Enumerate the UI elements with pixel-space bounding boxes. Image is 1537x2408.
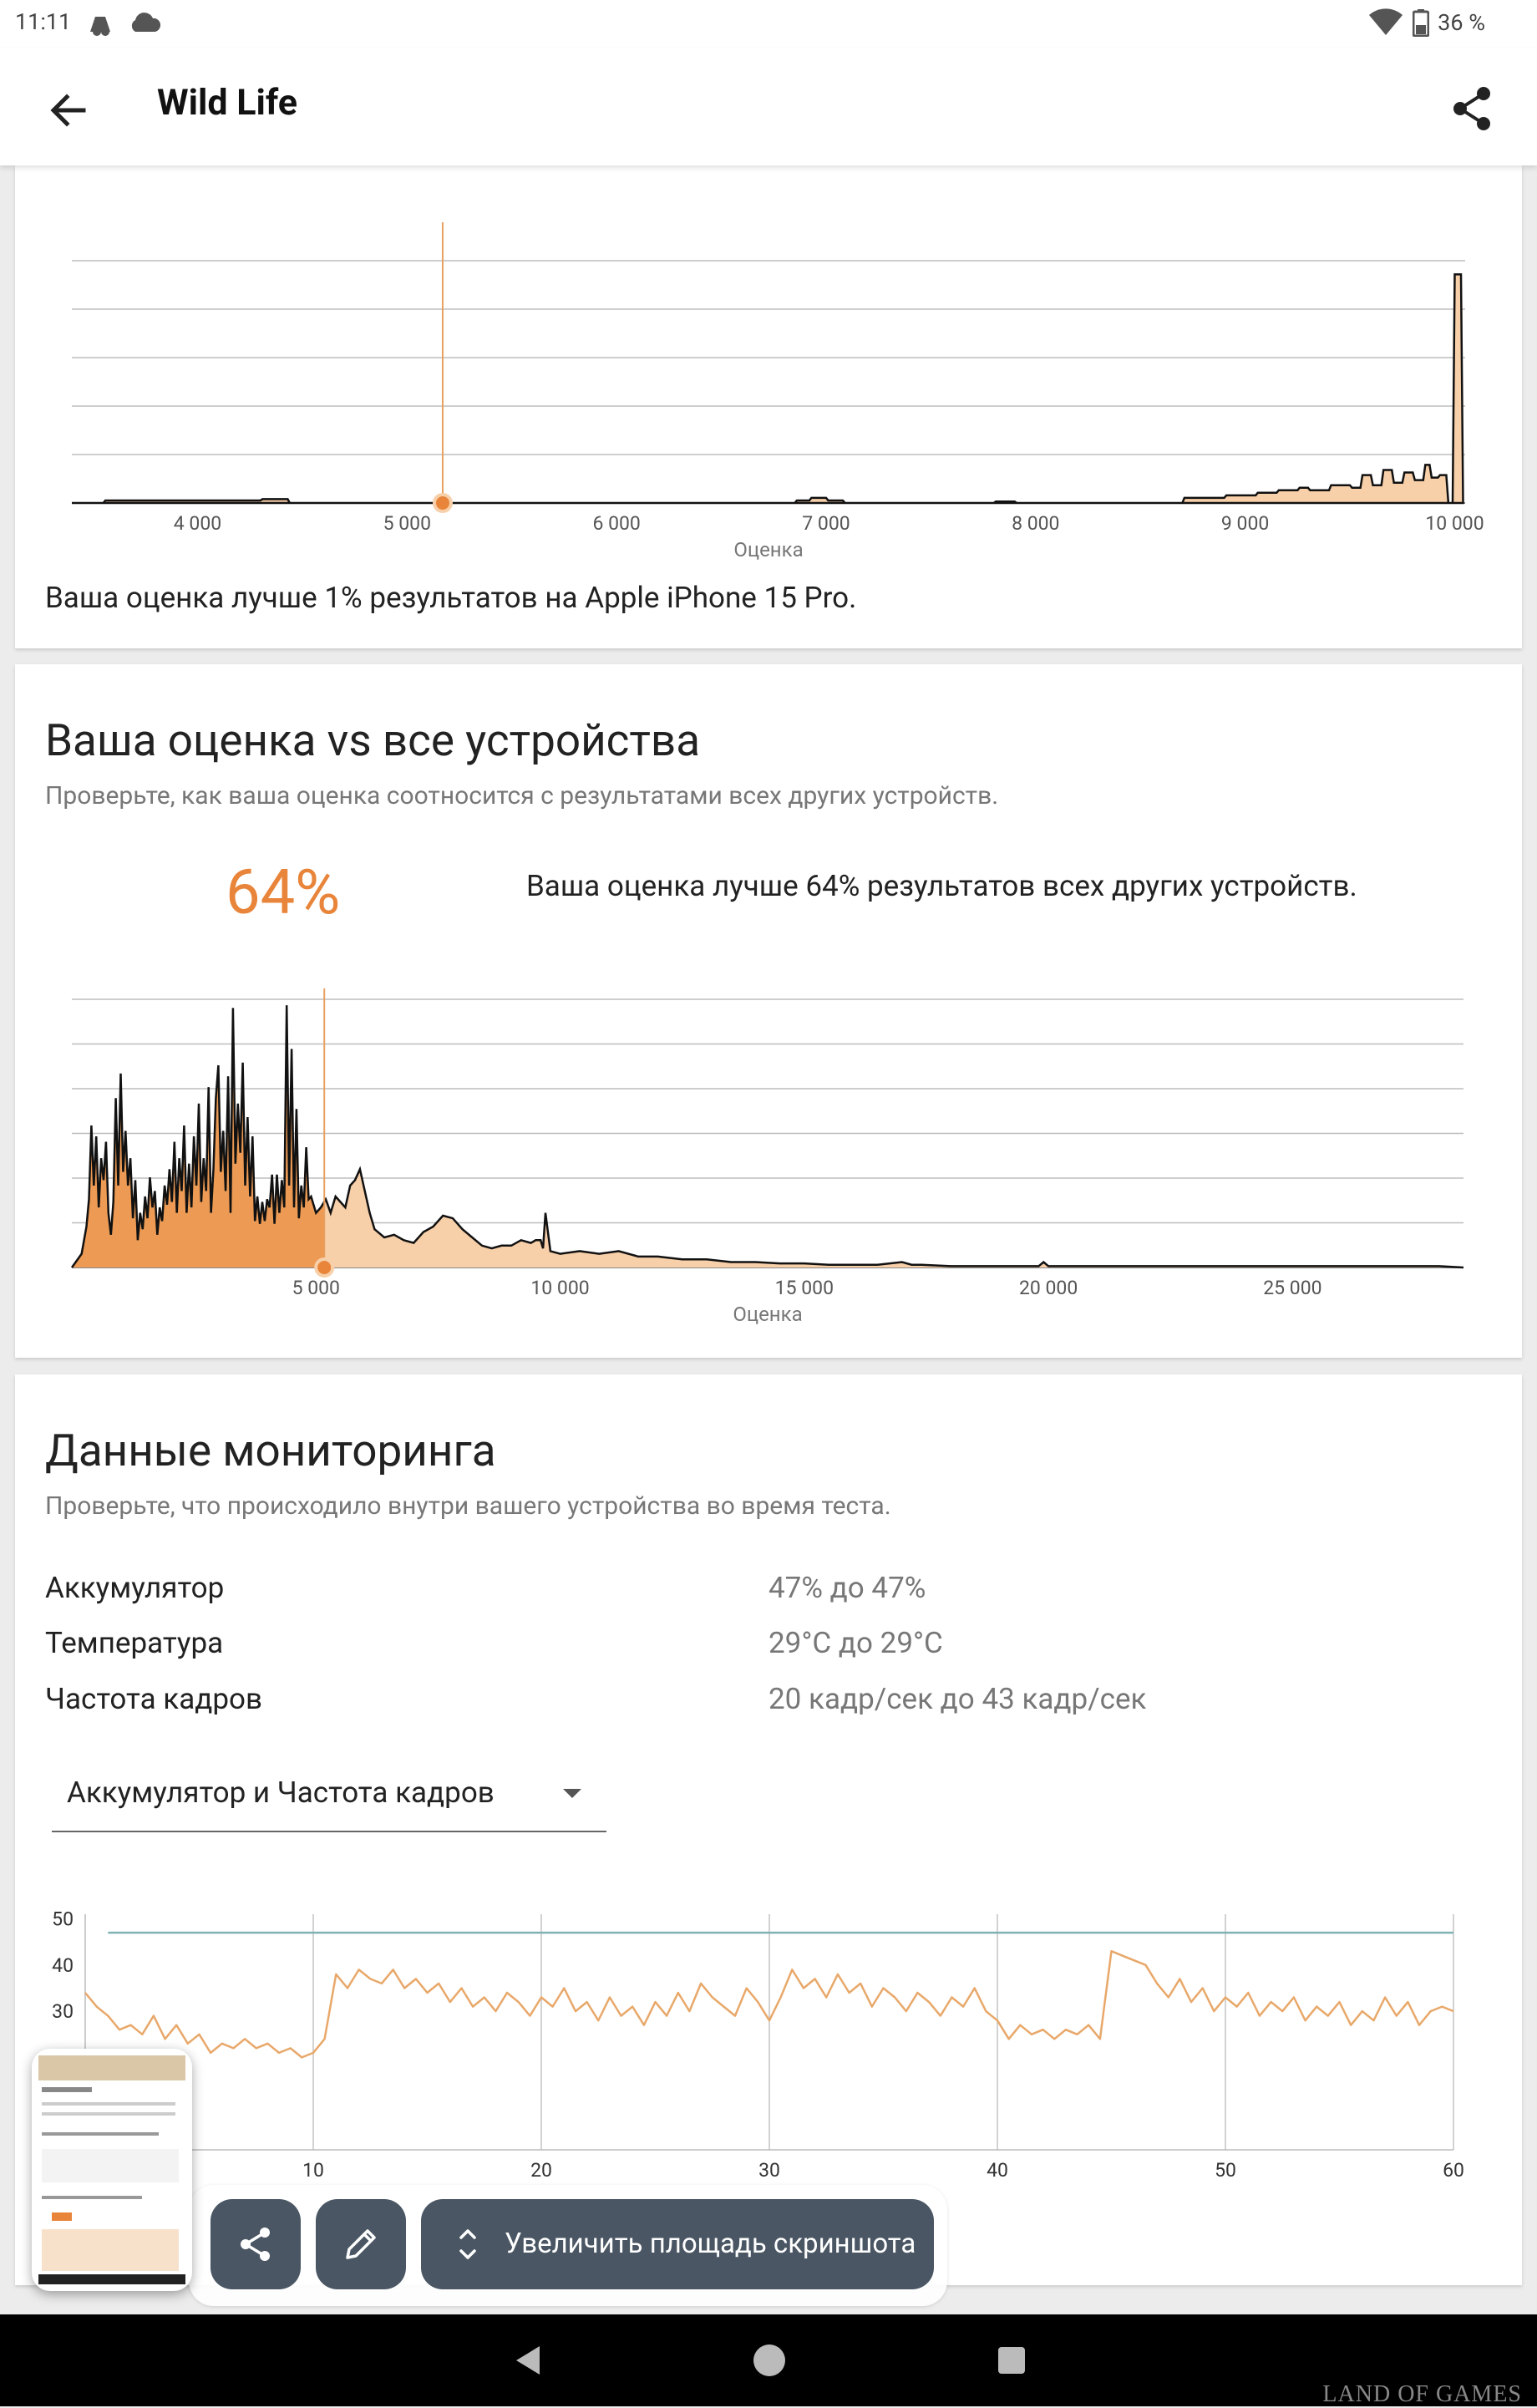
status-bar xyxy=(0,0,1537,48)
monitor-label: Температура xyxy=(45,1626,224,1660)
x-tick-label: 15 000 xyxy=(774,1277,834,1299)
y-tick-label: 30 xyxy=(52,2000,74,2024)
your-score-dot xyxy=(317,1261,331,1274)
page-title: Wild Life xyxy=(157,82,298,124)
nav-back-icon[interactable] xyxy=(510,2341,548,2380)
pencil-icon xyxy=(341,2224,381,2264)
monitor-value: 20 кадр/сек до 43 кадр/сек xyxy=(768,1682,1147,1716)
watermark: LAND OF GAMES xyxy=(1322,2381,1522,2407)
all-devices-subheading: Проверьте, как ваша оценка соотносится с результатами всех других устройств. xyxy=(45,781,999,810)
y-tick-label: 40 xyxy=(52,1953,74,1977)
x-tick-label: 10 000 xyxy=(530,1277,590,1299)
share-icon xyxy=(236,2224,276,2264)
x-tick-label: 5 000 xyxy=(383,512,432,535)
incognito-icon xyxy=(84,7,117,40)
percentile-text: Ваша оценка лучше 64% результатов всех других устройств. xyxy=(526,869,1357,903)
x-tick-label: 30 xyxy=(758,2159,780,2182)
dropdown-selected-value: Аккумулятор и Частота кадров xyxy=(67,1776,495,1810)
overlay-edit-button[interactable] xyxy=(316,2199,406,2289)
x-tick-label: 10 000 xyxy=(1425,512,1484,535)
x-tick-label: 7 000 xyxy=(802,512,850,535)
monitor-value: 29°C до 29°C xyxy=(768,1626,943,1660)
x-tick-label: 60 xyxy=(1443,2159,1464,2182)
x-tick-label: 50 xyxy=(1215,2159,1236,2182)
monitoring-line-chart xyxy=(15,1374,1522,2285)
monitor-label: Частота кадров xyxy=(45,1682,263,1716)
battery-icon xyxy=(1413,8,1429,37)
nav-home-icon[interactable] xyxy=(750,2341,789,2380)
x-axis-label: Оценка xyxy=(733,1303,803,1326)
all-devices-card xyxy=(15,664,1522,1358)
status-right xyxy=(1367,8,1485,37)
monitor-value: 47% до 47% xyxy=(768,1571,926,1605)
app-bar xyxy=(0,48,1537,165)
x-tick-label: 25 000 xyxy=(1263,1277,1322,1299)
device-caption: Ваша оценка лучше 1% результатов на Apple iPhone 15 Pro. xyxy=(45,581,857,615)
overlay-share-button[interactable] xyxy=(211,2199,301,2289)
x-tick-label: 9 000 xyxy=(1220,512,1270,535)
share-icon[interactable] xyxy=(1445,82,1499,135)
back-arrow-icon[interactable] xyxy=(42,84,95,137)
device-comparison-card xyxy=(15,165,1522,648)
your-score-dot xyxy=(436,496,449,510)
x-tick-label: 20 xyxy=(530,2159,552,2182)
battery-percent: 36 % xyxy=(1438,9,1485,36)
status-time: 11:11 xyxy=(15,8,72,35)
x-tick-label: 20 000 xyxy=(1018,1277,1078,1299)
wifi-icon xyxy=(1367,8,1404,37)
monitor-label: Аккумулятор xyxy=(45,1571,225,1605)
x-tick-label: 8 000 xyxy=(1012,512,1060,535)
x-tick-label: 10 xyxy=(302,2159,324,2182)
all-devices-heading: Ваша оценка vs все устройства xyxy=(45,714,701,766)
y-tick-label: 50 xyxy=(52,1908,74,1931)
x-tick-label: 6 000 xyxy=(592,512,641,535)
expand-vertical-icon xyxy=(451,2224,484,2264)
navigation-bar xyxy=(0,2314,1537,2406)
all-devices-chart xyxy=(15,664,1522,1358)
device-score-chart xyxy=(15,165,1522,566)
screenshot-thumbnail[interactable] xyxy=(32,2049,192,2291)
expand-screenshot-button[interactable] xyxy=(421,2199,934,2289)
x-tick-label: 40 xyxy=(987,2159,1008,2182)
monitoring-card xyxy=(15,1374,1522,2285)
cloud-icon xyxy=(127,7,162,40)
nav-recents-icon[interactable] xyxy=(992,2341,1031,2380)
x-tick-label: 5 000 xyxy=(292,1277,340,1299)
percentile-value: 64% xyxy=(226,856,341,929)
monitoring-heading: Данные мониторинга xyxy=(45,1425,496,1476)
x-tick-label: 4 000 xyxy=(173,512,222,535)
x-axis-label: Оценка xyxy=(733,538,804,561)
expand-screenshot-label: Увеличить площадь скриншота xyxy=(505,2228,916,2260)
monitoring-subheading: Проверьте, что происходило внутри вашего устройства во время теста. xyxy=(45,1491,891,1521)
